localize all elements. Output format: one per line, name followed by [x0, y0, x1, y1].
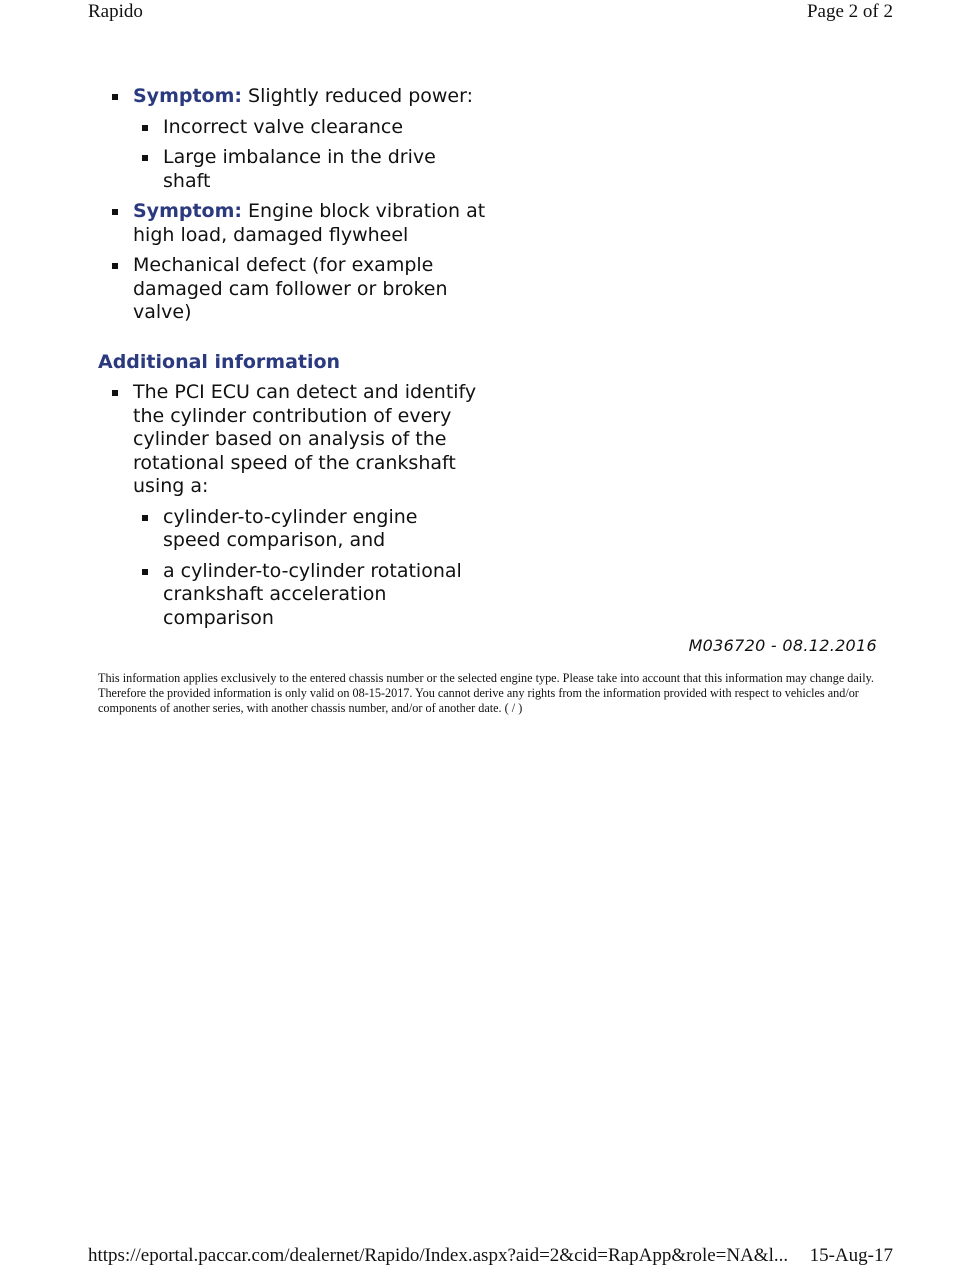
document-content [98, 85, 888, 637]
sub-list [133, 116, 495, 194]
sub-list-item: cylinder-to-cylinder engine speed comparison, and [133, 506, 463, 553]
sub-list-item: Incorrect valve clearance [133, 116, 463, 140]
footer-date: 15-Aug-17 [809, 1245, 893, 1266]
page-indicator: Page 2 of 2 [806, 1, 893, 22]
list-item-text: The PCI ECU can detect and identify the cylinder contribution of every cylinder based on analysis of the rotational speed of the crankshaft using a: [133, 381, 477, 497]
list-item [98, 200, 495, 247]
list-item: Mechanical defect (for example damaged cam follower or broken valve) [98, 254, 495, 325]
sub-list [133, 506, 495, 631]
print-header-title: Rapido [88, 1, 143, 22]
symptom-label: Symptom: [133, 200, 242, 222]
section-heading: Additional information [98, 350, 341, 373]
list-item-text: Slightly reduced power: [242, 85, 473, 107]
sub-list-item: Large imbalance in the drive shaft [133, 146, 463, 193]
footer-url: https://eportal.paccar.com/dealernet/Rapido/Index.aspx?aid=2&cid=RapApp&role=NA&l... [88, 1245, 789, 1266]
document-reference: M036720 - 08.12.2016 [688, 636, 877, 655]
additional-info-list [98, 381, 888, 630]
sub-list-item: a cylinder-to-cylinder rotational crankshaft acceleration comparison [133, 560, 463, 631]
list-item-text: Engine block vibration at high load, damaged flywheel [133, 200, 486, 246]
symptom-list [98, 85, 888, 325]
list-item [98, 381, 495, 630]
disclaimer-text: This information applies exclusively to the entered chassis number or the selected engine type. Please take into account that this information may change daily. Therefore the provided information is only valid on 08-15-2017. You cannot derive any rights from the information provided with respect to vehicles and/or components of another series, with another chassis number, and/or of another date. ( / ) [98, 671, 874, 715]
list-item [98, 85, 495, 193]
symptom-label: Symptom: [133, 85, 242, 107]
